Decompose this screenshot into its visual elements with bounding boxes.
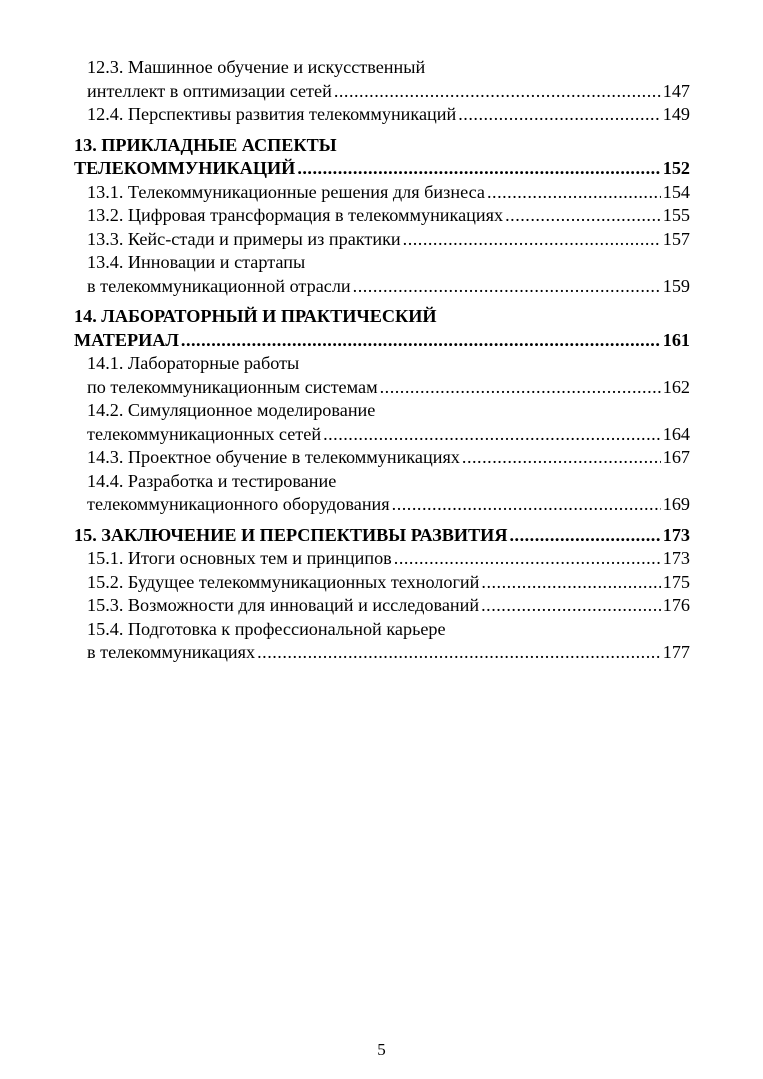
toc-chapter[interactable] <box>74 305 690 352</box>
dot-leader <box>487 181 661 205</box>
toc-section[interactable] <box>74 470 690 517</box>
toc-title: 13.1. Телекоммуникационные решения для бизнеса <box>87 181 485 202</box>
toc-leader-line <box>87 80 690 104</box>
toc-section[interactable] <box>74 352 690 399</box>
toc-page-number: 175 <box>662 571 690 592</box>
toc-page-number: 167 <box>662 447 690 467</box>
toc-chapter[interactable] <box>74 524 690 548</box>
dot-leader <box>509 524 660 548</box>
dot-leader <box>403 228 661 252</box>
toc-leader-line <box>87 181 690 205</box>
toc-page-number: 169 <box>662 494 690 514</box>
dot-leader <box>458 103 660 127</box>
dot-leader <box>297 157 660 181</box>
dot-leader <box>481 571 660 595</box>
toc-chapter[interactable] <box>74 134 690 181</box>
toc-title: 13.2. Цифровая трансформация в телекоммуникациях <box>87 205 504 225</box>
toc-page-number: 152 <box>662 158 690 178</box>
dot-leader <box>380 376 661 400</box>
dot-leader <box>462 446 661 470</box>
toc-section[interactable] <box>74 571 690 595</box>
toc-leader-line <box>87 423 690 447</box>
toc-page-number: 159 <box>662 275 690 296</box>
toc-leader-line <box>87 376 690 400</box>
table-of-contents <box>74 56 690 665</box>
dot-leader <box>323 423 661 447</box>
dot-leader <box>505 204 661 228</box>
toc-section[interactable] <box>74 618 690 665</box>
dot-leader <box>481 594 661 618</box>
toc-page-number: 155 <box>662 205 690 225</box>
toc-section[interactable] <box>74 204 690 228</box>
toc-page-number: 176 <box>662 595 690 615</box>
toc-title: интеллект в оптимизации сетей <box>87 80 332 101</box>
toc-title: 15.2. Будущее телекоммуникационных технологий <box>87 571 480 592</box>
toc-title: МАТЕРИАЛ <box>74 329 179 350</box>
toc-section[interactable] <box>74 228 690 252</box>
toc-leader-line <box>87 594 690 618</box>
toc-page-number: 177 <box>662 642 690 662</box>
toc-page-number: 173 <box>662 548 690 568</box>
toc-page-number: 162 <box>662 376 690 397</box>
toc-leader-line <box>87 547 690 571</box>
toc-section[interactable] <box>74 594 690 618</box>
toc-page-number: 154 <box>662 181 690 202</box>
toc-leader-line <box>74 524 690 548</box>
toc-section[interactable] <box>74 399 690 446</box>
toc-title: 13.3. Кейс-стади и примеры из практики <box>87 228 401 249</box>
dot-leader <box>394 547 661 571</box>
dot-leader <box>181 329 661 353</box>
toc-leader-line <box>74 329 690 353</box>
toc-page-number: 149 <box>662 104 690 124</box>
toc-title-line: 14. ЛАБОРАТОРНЫЙ И ПРАКТИЧЕСКИЙ <box>74 306 437 326</box>
toc-leader-line <box>87 571 690 595</box>
dot-leader <box>392 493 661 517</box>
toc-section[interactable] <box>74 446 690 470</box>
toc-section[interactable] <box>74 181 690 205</box>
toc-leader-line <box>87 228 690 252</box>
dot-leader <box>257 641 661 665</box>
toc-title: 15. ЗАКЛЮЧЕНИЕ И ПЕРСПЕКТИВЫ РАЗВИТИЯ <box>74 524 508 545</box>
toc-title: 15.1. Итоги основных тем и принципов <box>87 548 392 568</box>
page-number: 5 <box>377 1040 386 1059</box>
toc-title: в телекоммуникациях <box>87 642 256 662</box>
toc-title-line: 14.1. Лабораторные работы <box>87 353 300 373</box>
toc-page-number: 173 <box>662 524 690 545</box>
toc-leader-line <box>87 493 690 517</box>
toc-title: телекоммуникационного оборудования <box>87 494 390 514</box>
toc-title: телекоммуникационных сетей <box>87 423 322 444</box>
toc-leader-line <box>87 641 690 665</box>
toc-title: по телекоммуникационным системам <box>87 376 378 397</box>
toc-page-number: 147 <box>662 80 690 101</box>
toc-title-line: 13. ПРИКЛАДНЫЕ АСПЕКТЫ <box>74 134 337 155</box>
toc-page-number: 164 <box>662 423 690 444</box>
toc-leader-line <box>87 103 690 127</box>
toc-title-line: 14.2. Симуляционное моделирование <box>87 400 376 420</box>
toc-section[interactable] <box>74 103 690 127</box>
toc-page-number: 157 <box>662 228 690 249</box>
toc-leader-line <box>87 204 690 228</box>
toc-leader-line <box>87 275 690 299</box>
toc-title: 15.3. Возможности для инноваций и исследований <box>87 595 480 615</box>
dot-leader <box>353 275 661 299</box>
toc-title: 14.3. Проектное обучение в телекоммуникациях <box>87 447 460 467</box>
toc-leader-line <box>87 446 690 470</box>
toc-title-line: 15.4. Подготовка к профессиональной карьере <box>87 618 446 639</box>
toc-title: ТЕЛЕКОММУНИКАЦИЙ <box>74 158 296 178</box>
toc-page-number: 161 <box>662 329 690 350</box>
toc-title-line: 14.4. Разработка и тестирование <box>87 470 337 491</box>
toc-title: в телекоммуникационной отрасли <box>87 275 351 296</box>
toc-section[interactable] <box>74 56 690 103</box>
toc-title-line: 13.4. Инновации и стартапы <box>87 252 306 272</box>
dot-leader <box>334 80 661 104</box>
toc-leader-line <box>74 157 690 181</box>
toc-title: 12.4. Перспективы развития телекоммуникаций <box>87 104 457 124</box>
toc-title-line: 12.3. Машинное обучение и искусственный <box>87 57 426 77</box>
toc-section[interactable] <box>74 547 690 571</box>
toc-section[interactable] <box>74 251 690 298</box>
